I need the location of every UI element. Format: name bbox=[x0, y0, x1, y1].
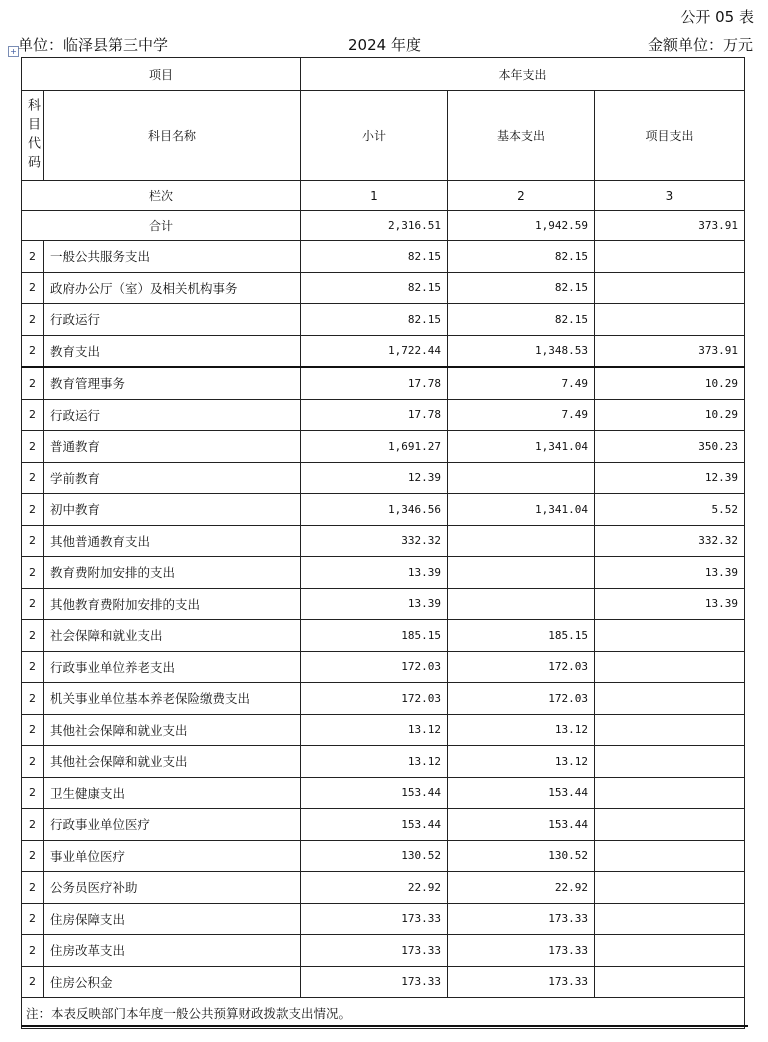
row-name: 其他教育费附加安排的支出 bbox=[44, 588, 301, 620]
header-code: 科目代码 bbox=[22, 91, 44, 181]
row-code: 2 bbox=[22, 903, 44, 935]
row-code: 2 bbox=[22, 272, 44, 304]
row-subtotal: 12.39 bbox=[301, 462, 448, 494]
row-subtotal: 1,691.27 bbox=[301, 431, 448, 463]
row-subtotal: 173.33 bbox=[301, 935, 448, 967]
row-subtotal: 153.44 bbox=[301, 777, 448, 809]
table-row bbox=[22, 840, 745, 872]
row-project bbox=[595, 809, 745, 841]
row-project bbox=[595, 746, 745, 778]
row-project: 13.39 bbox=[595, 588, 745, 620]
row-basic: 82.15 bbox=[448, 272, 595, 304]
row-name: 事业单位医疗 bbox=[44, 840, 301, 872]
row-project: 10.29 bbox=[595, 367, 745, 399]
row-project bbox=[595, 304, 745, 336]
row-subtotal: 130.52 bbox=[301, 840, 448, 872]
row-project bbox=[595, 777, 745, 809]
table-move-handle-icon[interactable]: + bbox=[8, 46, 19, 57]
table-row bbox=[22, 651, 745, 683]
row-project: 350.23 bbox=[595, 431, 745, 463]
row-name: 其他社会保障和就业支出 bbox=[44, 746, 301, 778]
table-row bbox=[22, 588, 745, 620]
row-project bbox=[595, 935, 745, 967]
row-name: 住房改革支出 bbox=[44, 935, 301, 967]
row-basic: 82.15 bbox=[448, 241, 595, 273]
table-row bbox=[22, 241, 745, 273]
row-subtotal: 17.78 bbox=[301, 367, 448, 399]
row-basic bbox=[448, 588, 595, 620]
row-subtotal: 1,346.56 bbox=[301, 494, 448, 526]
lanci-label: 栏次 bbox=[22, 181, 301, 211]
row-code: 2 bbox=[22, 777, 44, 809]
row-code: 2 bbox=[22, 651, 44, 683]
row-name: 行政事业单位养老支出 bbox=[44, 651, 301, 683]
table-row bbox=[22, 903, 745, 935]
row-subtotal: 173.33 bbox=[301, 966, 448, 998]
row-code: 2 bbox=[22, 714, 44, 746]
row-basic: 1,341.04 bbox=[448, 494, 595, 526]
table-row bbox=[22, 272, 745, 304]
row-subtotal: 185.15 bbox=[301, 620, 448, 652]
row-subtotal: 82.15 bbox=[301, 272, 448, 304]
row-basic: 173.33 bbox=[448, 935, 595, 967]
row-name: 社会保障和就业支出 bbox=[44, 620, 301, 652]
table-row bbox=[22, 557, 745, 589]
row-basic: 130.52 bbox=[448, 840, 595, 872]
row-project: 13.39 bbox=[595, 557, 745, 589]
row-subtotal: 13.39 bbox=[301, 588, 448, 620]
table-row bbox=[22, 683, 745, 715]
row-project bbox=[595, 620, 745, 652]
table-row bbox=[22, 935, 745, 967]
row-name: 教育支出 bbox=[44, 335, 301, 367]
row-subtotal: 13.12 bbox=[301, 714, 448, 746]
row-subtotal: 82.15 bbox=[301, 304, 448, 336]
table-number-label: 公开 05 表 bbox=[680, 8, 754, 26]
header-current-year: 本年支出 bbox=[301, 58, 745, 91]
lanci-col-2: 2 bbox=[448, 181, 595, 211]
row-name: 住房公积金 bbox=[44, 966, 301, 998]
row-name: 卫生健康支出 bbox=[44, 777, 301, 809]
row-subtotal: 13.39 bbox=[301, 557, 448, 589]
row-basic: 13.12 bbox=[448, 746, 595, 778]
row-name: 机关事业单位基本养老保险缴费支出 bbox=[44, 683, 301, 715]
row-basic bbox=[448, 462, 595, 494]
row-subtotal: 22.92 bbox=[301, 872, 448, 904]
report-header bbox=[18, 34, 753, 56]
row-project: 373.91 bbox=[595, 335, 745, 367]
row-code: 2 bbox=[22, 966, 44, 998]
table-row bbox=[22, 335, 745, 367]
row-code: 2 bbox=[22, 620, 44, 652]
lanci-col-1: 1 bbox=[301, 181, 448, 211]
table-row bbox=[22, 966, 745, 998]
row-code: 2 bbox=[22, 809, 44, 841]
row-code: 2 bbox=[22, 840, 44, 872]
row-code: 2 bbox=[22, 525, 44, 557]
row-basic: 185.15 bbox=[448, 620, 595, 652]
row-basic: 22.92 bbox=[448, 872, 595, 904]
row-name: 行政运行 bbox=[44, 304, 301, 336]
table-row bbox=[22, 777, 745, 809]
row-code: 2 bbox=[22, 335, 44, 367]
row-name: 行政事业单位医疗 bbox=[44, 809, 301, 841]
table-row bbox=[22, 714, 745, 746]
row-code: 2 bbox=[22, 241, 44, 273]
row-basic: 173.33 bbox=[448, 903, 595, 935]
row-name: 学前教育 bbox=[44, 462, 301, 494]
row-code: 2 bbox=[22, 872, 44, 904]
header-basic: 基本支出 bbox=[448, 91, 595, 181]
row-project bbox=[595, 872, 745, 904]
row-subtotal: 82.15 bbox=[301, 241, 448, 273]
row-code: 2 bbox=[22, 431, 44, 463]
row-basic: 172.03 bbox=[448, 683, 595, 715]
table-note: 注：本表反映部门本年度一般公共预算财政拨款支出情况。 bbox=[22, 998, 745, 1029]
row-name: 教育费附加安排的支出 bbox=[44, 557, 301, 589]
row-project bbox=[595, 683, 745, 715]
row-name: 住房保障支出 bbox=[44, 903, 301, 935]
row-subtotal: 172.03 bbox=[301, 683, 448, 715]
row-subtotal: 1,722.44 bbox=[301, 335, 448, 367]
lanci-col-3: 3 bbox=[595, 181, 745, 211]
row-basic bbox=[448, 525, 595, 557]
unit-label: 单位：临泽县第三中学 bbox=[18, 36, 169, 54]
table-row bbox=[22, 367, 745, 399]
total-subtotal: 2,316.51 bbox=[301, 211, 448, 241]
row-code: 2 bbox=[22, 683, 44, 715]
row-subtotal: 332.32 bbox=[301, 525, 448, 557]
row-basic: 7.49 bbox=[448, 367, 595, 399]
row-subtotal: 153.44 bbox=[301, 809, 448, 841]
row-name: 其他普通教育支出 bbox=[44, 525, 301, 557]
table-row bbox=[22, 399, 745, 431]
row-basic: 153.44 bbox=[448, 777, 595, 809]
table-row bbox=[22, 462, 745, 494]
row-code: 2 bbox=[22, 304, 44, 336]
row-code: 2 bbox=[22, 588, 44, 620]
row-name: 教育管理事务 bbox=[44, 367, 301, 399]
row-basic: 1,341.04 bbox=[448, 431, 595, 463]
table-row bbox=[22, 494, 745, 526]
table-row bbox=[22, 431, 745, 463]
row-code: 2 bbox=[22, 557, 44, 589]
row-project: 332.32 bbox=[595, 525, 745, 557]
row-name: 公务员医疗补助 bbox=[44, 872, 301, 904]
total-basic: 1,942.59 bbox=[448, 211, 595, 241]
amount-unit-label: 金额单位：万元 bbox=[647, 36, 753, 54]
row-subtotal: 172.03 bbox=[301, 651, 448, 683]
table-row bbox=[22, 525, 745, 557]
table-row bbox=[22, 872, 745, 904]
year-label: 2024 年度 bbox=[348, 36, 421, 54]
row-subtotal: 173.33 bbox=[301, 903, 448, 935]
header-name: 科目名称 bbox=[44, 91, 301, 181]
row-basic: 1,348.53 bbox=[448, 335, 595, 367]
row-code: 2 bbox=[22, 367, 44, 399]
total-label: 合计 bbox=[22, 211, 301, 241]
row-name: 一般公共服务支出 bbox=[44, 241, 301, 273]
row-basic: 153.44 bbox=[448, 809, 595, 841]
row-name: 其他社会保障和就业支出 bbox=[44, 714, 301, 746]
header-project: 项目支出 bbox=[595, 91, 745, 181]
total-project: 373.91 bbox=[595, 211, 745, 241]
row-code: 2 bbox=[22, 935, 44, 967]
row-project bbox=[595, 651, 745, 683]
table-row bbox=[22, 304, 745, 336]
row-project bbox=[595, 714, 745, 746]
table-row bbox=[22, 620, 745, 652]
row-basic: 173.33 bbox=[448, 966, 595, 998]
row-project bbox=[595, 966, 745, 998]
row-name: 行政运行 bbox=[44, 399, 301, 431]
row-basic: 82.15 bbox=[448, 304, 595, 336]
row-subtotal: 13.12 bbox=[301, 746, 448, 778]
row-code: 2 bbox=[22, 494, 44, 526]
row-code: 2 bbox=[22, 746, 44, 778]
header-subtotal: 小计 bbox=[301, 91, 448, 181]
row-project: 10.29 bbox=[595, 399, 745, 431]
row-code: 2 bbox=[22, 399, 44, 431]
row-code: 2 bbox=[22, 462, 44, 494]
table-row bbox=[22, 809, 745, 841]
row-basic: 13.12 bbox=[448, 714, 595, 746]
row-project bbox=[595, 903, 745, 935]
row-basic bbox=[448, 557, 595, 589]
row-name: 政府办公厅（室）及相关机构事务 bbox=[44, 272, 301, 304]
row-basic: 7.49 bbox=[448, 399, 595, 431]
row-name: 初中教育 bbox=[44, 494, 301, 526]
row-name: 普通教育 bbox=[44, 431, 301, 463]
bottom-rule bbox=[21, 1025, 748, 1027]
row-project bbox=[595, 241, 745, 273]
row-subtotal: 17.78 bbox=[301, 399, 448, 431]
row-basic: 172.03 bbox=[448, 651, 595, 683]
row-project: 5.52 bbox=[595, 494, 745, 526]
table-row bbox=[22, 746, 745, 778]
row-project: 12.39 bbox=[595, 462, 745, 494]
row-project bbox=[595, 272, 745, 304]
row-project bbox=[595, 840, 745, 872]
header-item: 项目 bbox=[22, 58, 301, 91]
expenditure-table bbox=[21, 57, 745, 1029]
